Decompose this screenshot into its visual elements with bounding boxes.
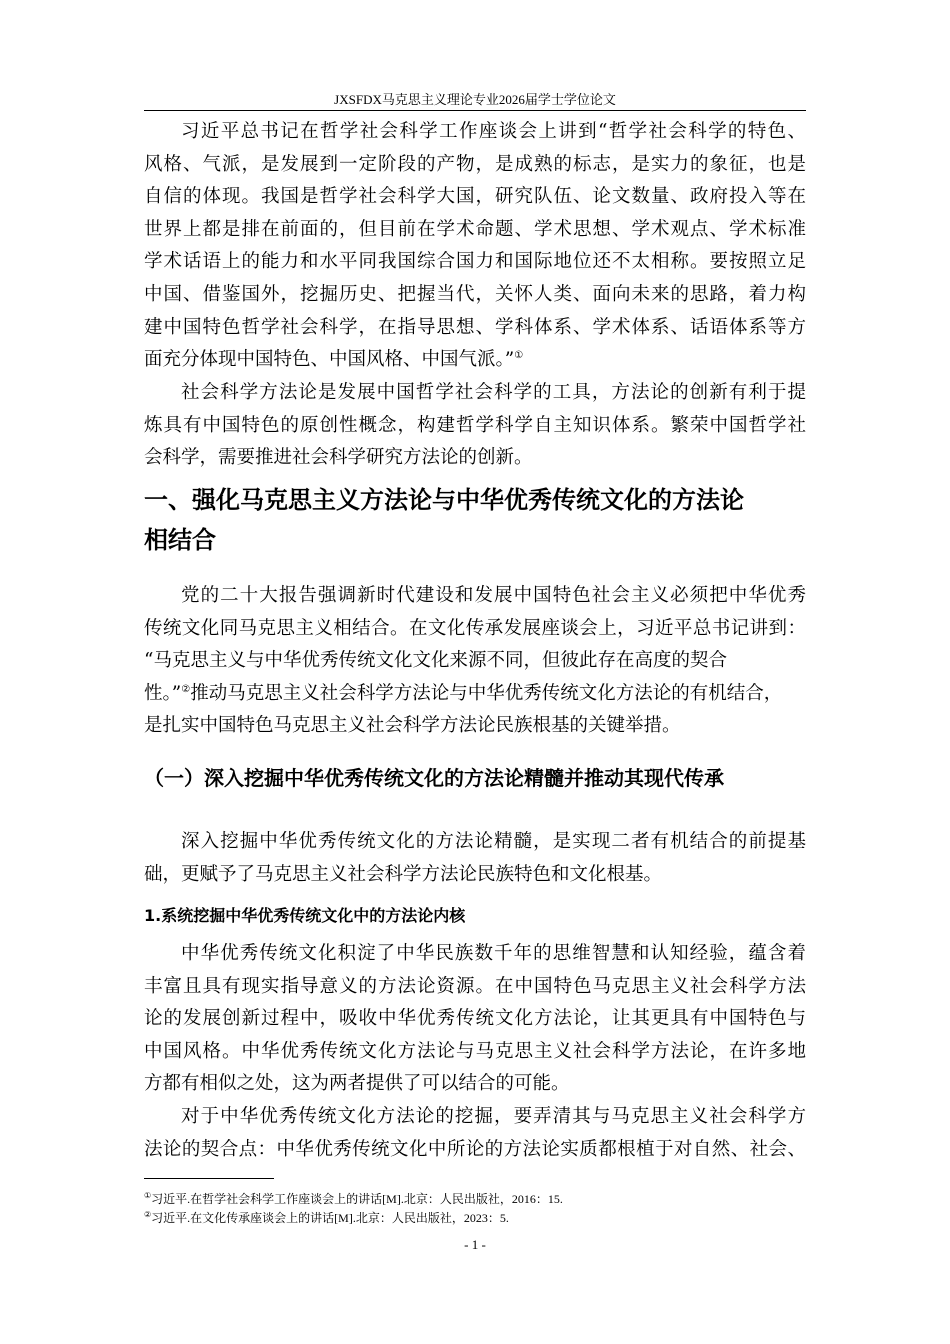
text-line: 世界上都是排在前面的，但目前在学术命题、学术思想、学术观点、学术标准: [144, 218, 806, 240]
footnote-mark: ①: [144, 1191, 152, 1200]
section-heading-1: [144, 480, 806, 560]
text-line: 学术话语上的能力和水平同我国综合国力和国际地位还不太相称。要按照立足: [144, 251, 806, 273]
footnote-text: 习近平.在哲学社会科学工作座谈会上的讲话[M].北京：人民出版社，2016：15.: [151, 1192, 563, 1206]
text-line: 党的二十大报告强调新时代建设和发展中国特色社会主义必须把中华优秀: [181, 585, 806, 606]
footnote-mark: ②: [144, 1210, 152, 1219]
subsection-heading: （一）深入挖掘中华优秀传统文化的方法论精髓并推动其现代传承: [144, 766, 724, 790]
text-line: 论的发展创新过程中，吸收中华优秀传统文化方法论，让其更具有中国特色与: [144, 1008, 806, 1030]
text-line: 建中国特色哲学社会科学，在指导思想、学科体系、学术体系、话语体系等方: [144, 316, 806, 338]
text-line: 是扎实中国特色马克思主义社会科学方法论民族根基的关键举措。: [144, 715, 681, 737]
running-header: JXSFDX马克思主义理论专业2026届学士学位论文: [334, 92, 616, 107]
heading-line: 相结合: [144, 526, 216, 554]
footnote-2: [144, 1210, 806, 1226]
text-line-content: 推动马克思主义社会科学方法论与中华优秀传统文化方法论的有机结合，: [190, 682, 783, 704]
footnote-ref-2[interactable]: ②: [181, 683, 191, 695]
text-line: [144, 678, 806, 711]
paragraph-4: [144, 826, 806, 891]
paragraph-1: [144, 116, 806, 377]
page-number: - 1 -: [464, 1237, 486, 1252]
paragraph-6: [144, 1101, 806, 1166]
text-line: 风格、气派，是发展到一定阶段的产物，是成熟的标志，是实力的象征，也是: [144, 153, 806, 175]
text-line: 中国风格。中华优秀传统文化方法论与马克思主义社会科学方法论，在许多地: [144, 1040, 806, 1062]
text-line-content: 性。”: [144, 682, 182, 704]
text-line: 法论的契合点：中华优秀传统文化中所论的方法论实质都根植于对自然、社会、: [144, 1138, 806, 1160]
header-rule: [144, 110, 806, 111]
sub-subsection-heading: 1.系统挖掘中华优秀传统文化中的方法论内核: [144, 906, 466, 925]
text-line: 对于中华优秀传统文化方法论的挖掘，要弄清其与马克思主义社会科学方: [181, 1106, 806, 1127]
heading-line: 一、强化马克思主义方法论与中华优秀传统文化的方法论: [144, 486, 744, 514]
text-line: 深入挖掘中华优秀传统文化的方法论精髓，是实现二者有机结合的前提基: [181, 831, 806, 852]
text-line: 传统文化同马克思主义相结合。在文化传承发展座谈会上，习近平总书记讲到：: [144, 617, 806, 639]
text-line: 会科学，需要推进社会科学研究方法论的创新。: [144, 447, 533, 469]
footnote-1: [144, 1191, 806, 1207]
text-line: 中华优秀传统文化积淀了中华民族数千年的思维智慧和认知经验，蕴含着: [181, 943, 806, 964]
footnote-ref-1[interactable]: ①: [514, 350, 524, 361]
text-line: 础，更赋予了马克思主义社会科学方法论民族特色和文化根基。: [144, 863, 663, 885]
paragraph-5: [144, 938, 806, 1101]
text-line: 中国、借鉴国外，挖掘历史、把握当代，关怀人类、面向未来的思路，着力构: [144, 283, 806, 305]
text-line: 炼具有中国特色的原创性概念，构建哲学科学自主知识体系。繁荣中国哲学社: [144, 414, 806, 436]
text-line: 习近平总书记在哲学社会科学工作座谈会上讲到“哲学社会科学的特色、: [181, 121, 806, 142]
text-line-content: 面充分体现中国特色、中国风格、中国气派。”: [144, 349, 515, 371]
text-line: 社会科学方法论是发展中国哲学社会科学的工具，方法论的创新有利于提: [181, 382, 806, 403]
text-line: “马克思主义与中华优秀传统文化文化来源不同，但彼此存在高度的契合: [144, 650, 727, 672]
text-line: 自信的体现。我国是哲学社会科学大国，研究队伍、论文数量、政府投入等在: [144, 186, 806, 208]
text-line: 丰富且具有现实指导意义的方法论资源。在中国特色马克思主义社会科学方法: [144, 975, 806, 997]
footnote-text: 习近平.在文化传承座谈会上的讲话[M].北京：人民出版社，2023：5.: [151, 1211, 509, 1225]
footnote-rule: [144, 1178, 274, 1179]
text-line: 方都有相似之处，这为两者提供了可以结合的可能。: [144, 1073, 570, 1095]
text-line: [144, 344, 806, 377]
paragraph-3: [144, 580, 806, 743]
paragraph-2: [144, 377, 806, 475]
